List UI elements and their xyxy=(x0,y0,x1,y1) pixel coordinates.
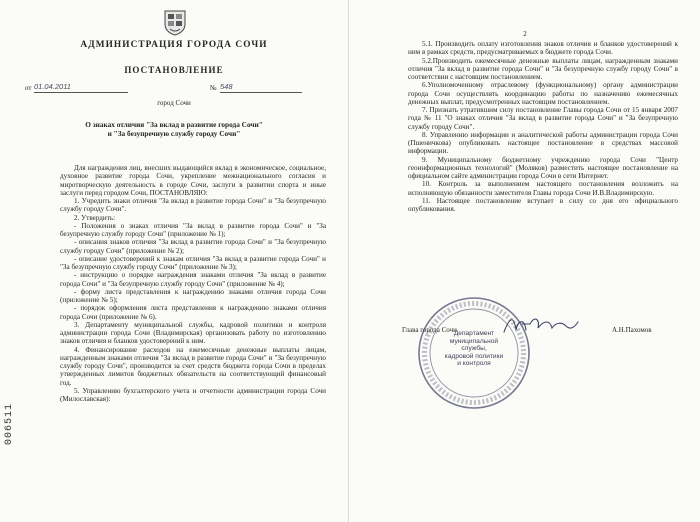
paragraph: - Положения о знаках отличия "За вклад в развитие города Сочи" и "За безупречную службу городу Сочи" (приложение № 1); xyxy=(60,221,326,238)
paragraph: 2. Утвердить: xyxy=(74,213,116,222)
paragraph: 7. Признать утратившим силу постановление Главы города Сочи от 15 января 2007 года № 11 "О знаках отличия "За вклад в развитие города Сочи" и "За безупречную службу городу Сочи". xyxy=(408,106,678,131)
seal-line: муниципальной xyxy=(449,337,499,345)
title-line-1: О знаках отличия "За вклад в развитие города Сочи" xyxy=(85,120,263,129)
document-type: ПОСТАНОВЛЕНИЕ xyxy=(124,65,224,75)
page-number: 2 xyxy=(523,30,527,38)
paragraph: - описание удостоверений к знакам отличия "За вклад в развитие города Сочи" и "За безупречную службу городу Сочи" (приложение № 3); xyxy=(60,254,326,271)
paragraph: - порядок оформления листа представления к награждению знаками отличия города Сочи (приложение № 6). xyxy=(60,304,326,321)
signatory-name: А.Н.Пахомов xyxy=(612,326,652,334)
serial-number: 006511 xyxy=(4,402,15,445)
title-line-2: и "За безупречную службу городу Сочи" xyxy=(107,129,241,138)
handwritten-signature-icon xyxy=(500,312,580,338)
sochi-coat-of-arms-icon xyxy=(164,10,186,36)
seal-line: Департамент xyxy=(453,330,495,337)
number-prefix: № xyxy=(210,84,217,92)
seal-line: службы, xyxy=(461,345,487,353)
paragraph: 11. Настоящее постановление вступает в силу со дня его официального опубликования. xyxy=(408,196,678,213)
body-text-page-2 xyxy=(408,40,678,213)
document-number: 548 xyxy=(220,82,302,93)
paragraph: 4. Финансирование расходов на ежемесячные денежные выплаты лицам, награжденным знаками отличия "За вклад в развитие города Сочи" и "За безупречную службу городу Сочи", производится за счет средств бюджета города Сочи в пределах утвержденных лимитов бюджетных обязательств на соответствующий финансовый год. xyxy=(60,345,326,387)
paragraph: 1. Учредить знаки отличия "За вклад в развитие города Сочи" и "За безупречную службу городу Сочи". xyxy=(60,197,326,214)
paragraph: 3. Департаменту муниципальной службы, кадровой политики и контроля администрации города Сочи (Владимирская) организовать работу по изготовлению знаков отличия и бланков удостоверений к ним. xyxy=(60,320,326,346)
organization-title: АДМИНИСТРАЦИЯ ГОРОДА СОЧИ xyxy=(80,40,268,50)
paragraph: 6.Уполномоченному отраслевому (функциональному) органу администрации города Сочи осуществлять координацию работы по назначению ежемесячных денежных выплат, предусмотренных настоящим постановлением. xyxy=(408,81,678,106)
date-prefix: от xyxy=(25,84,32,92)
document-page-1 xyxy=(0,0,349,522)
city-name: город Сочи xyxy=(157,99,191,107)
paragraph: - описания знаков отличия "За вклад в развитие города Сочи" и "За безупречную службу городу Сочи" (приложение № 2); xyxy=(60,238,326,255)
paragraph: 5.1. Производить оплату изготовления знаков отличия и бланков удостоверений к ним в рамках средств, предусматриваемых в бюджете города Сочи. xyxy=(408,40,678,57)
paragraph: 5. Управлению бухгалтерского учета и отчетности администрации города Сочи (Милославская): xyxy=(60,386,326,403)
document-date: 01.04.2011 xyxy=(34,82,128,93)
seal-line: и контроля xyxy=(457,360,491,368)
paragraph: - форму листа представления к награждению знаками отличия города Сочи (приложение № 5); xyxy=(60,287,326,304)
paragraph: - инструкцию о порядке награждения знаками отличия "За вклад в развитие города Сочи" и "За безупречную службу городу Сочи" (приложение № 4); xyxy=(60,271,326,288)
document-title xyxy=(40,120,308,138)
paragraph: Для награждения лиц, внесших выдающийся вклад в экономическое, социальное, духовное развитие города Сочи, укрепление межнационального согласия и миротворческую деятельность в городе Сочи, заслуги в развитии спорта и иные заслуги перед городом Сочи, ПОСТАНОВЛЯЮ: xyxy=(60,164,326,197)
seal-line: кадровой политики xyxy=(444,352,504,360)
paragraph: 8. Управлению информации и аналитической работы администрации города Сочи (Пшеничкова) опубликовать настоящее постановление в средствах массовой информации. xyxy=(408,130,678,156)
paragraph: 10. Контроль за выполнением настоящего постановления возложить на исполняющую обязанности заместителя Главы города Сочи И.В.Владимирскую. xyxy=(408,180,678,197)
signatory-position: Глава города Сочи xyxy=(402,326,457,334)
body-text-page-1 xyxy=(60,164,326,403)
paragraph: 9. Муниципальному бюджетному учреждению города Сочи "Центр геоинформационных технологий" (Моляков) разместить настоящее постановление на официальном сайте администрации города Сочи в сети Интернет. xyxy=(408,155,678,180)
document-page-2 xyxy=(350,0,700,522)
paragraph: 5.2.Производить ежемесячные денежные выплаты лицам, награжденным знаками отличия "За вклад в развитие города Сочи" и "За безупречную службу городу Сочи" в соответствии с настоящим постановлением. xyxy=(408,56,678,81)
